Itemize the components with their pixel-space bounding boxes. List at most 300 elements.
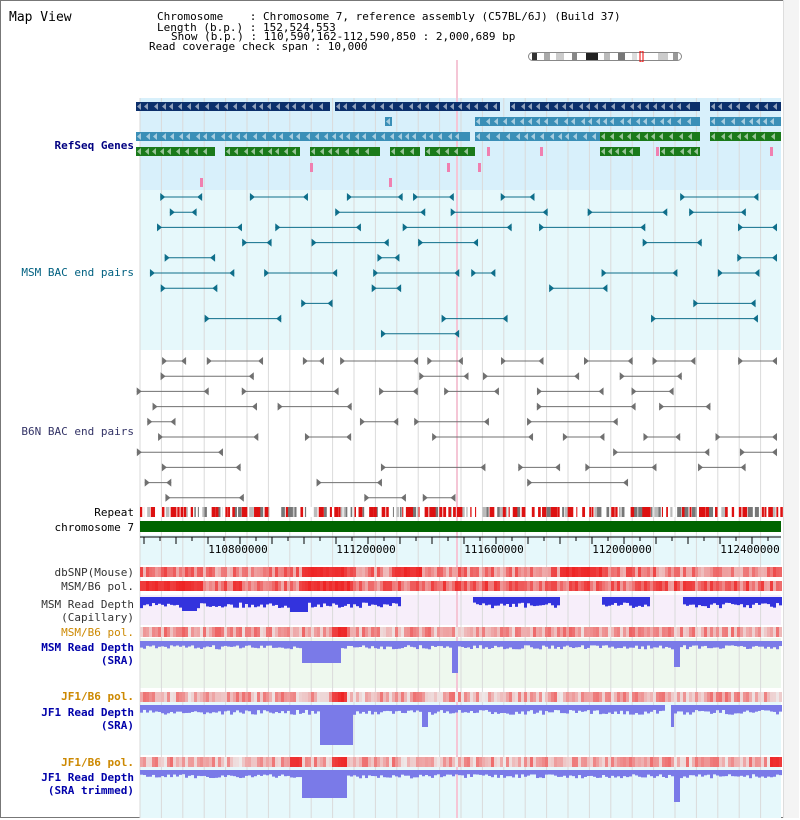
heatmap-cell	[779, 627, 782, 637]
heatmap-cell	[734, 567, 737, 577]
heatmap-cell	[467, 567, 470, 577]
heatmap-cell	[755, 627, 758, 637]
heatmap-cell	[380, 757, 383, 767]
depth-bar	[773, 641, 776, 647]
depth-bar	[410, 641, 413, 647]
heatmap-cell	[491, 567, 494, 577]
depth-bar	[659, 770, 662, 774]
heatmap-cell	[314, 567, 317, 577]
heatmap-cell	[626, 757, 629, 767]
depth-bar	[263, 641, 266, 648]
heatmap-cell	[221, 581, 224, 591]
depth-bar	[698, 705, 701, 711]
depth-bar	[722, 641, 725, 648]
heatmap-cell	[542, 581, 545, 591]
heatmap-cell	[716, 567, 719, 577]
depth-bar	[401, 641, 404, 648]
heatmap-cell	[755, 692, 758, 702]
heatmap-cell	[515, 692, 518, 702]
depth-bar	[617, 641, 620, 648]
heatmap-cell	[365, 692, 368, 702]
depth-bar	[149, 597, 152, 606]
heatmap-cell	[362, 567, 365, 577]
heatmap-cell	[593, 567, 596, 577]
depth-bar	[410, 770, 413, 778]
depth-bar	[398, 770, 401, 777]
depth-bar	[638, 597, 641, 606]
depth-bar	[554, 597, 557, 608]
depth-bar	[581, 770, 584, 778]
depth-bar	[677, 770, 680, 802]
depth-bar	[524, 597, 527, 608]
depth-bar	[629, 705, 632, 715]
depth-bar	[608, 770, 611, 778]
depth-bar	[275, 641, 278, 648]
depth-bar	[650, 770, 653, 776]
heatmap-cell	[692, 757, 695, 767]
heatmap-cell	[710, 627, 713, 637]
heatmap-cell	[734, 757, 737, 767]
heatmap-cell	[221, 692, 224, 702]
heatmap-cell	[203, 627, 206, 637]
heatmap-cell	[389, 627, 392, 637]
heatmap-cell	[650, 581, 653, 591]
depth-bar	[545, 641, 548, 647]
heatmap-cell	[305, 627, 308, 637]
heatmap-cell	[422, 692, 425, 702]
heatmap-cell	[434, 581, 437, 591]
heatmap-cell	[746, 692, 749, 702]
depth-bar	[554, 705, 557, 710]
heatmap-cell	[512, 581, 515, 591]
heatmap-cell	[464, 757, 467, 767]
depth-bar	[518, 597, 521, 603]
repeat-element	[536, 507, 538, 517]
depth-bar	[296, 597, 299, 612]
heatmap-cell	[215, 627, 218, 637]
depth-bar	[188, 597, 191, 611]
heatmap-cell	[140, 692, 143, 702]
depth-bar	[623, 770, 626, 776]
depth-bar	[581, 641, 584, 645]
heatmap-cell	[575, 757, 578, 767]
repeat-element	[509, 507, 510, 517]
depth-bar	[548, 770, 551, 774]
heatmap-cell	[500, 692, 503, 702]
heatmap-cell	[191, 567, 194, 577]
depth-bar	[635, 641, 638, 646]
heatmap-cell	[566, 692, 569, 702]
length-info: Length (b.p.) : 152,524,553	[157, 21, 336, 34]
depth-bar	[308, 641, 311, 663]
heatmap-cell	[260, 627, 263, 637]
depth-bar	[170, 705, 173, 712]
depth-bar	[473, 641, 476, 646]
heatmap-cell	[374, 567, 377, 577]
heatmap-cell	[731, 692, 734, 702]
heatmap-cell	[146, 567, 149, 577]
heatmap-cell	[689, 692, 692, 702]
heatmap-cell	[206, 627, 209, 637]
heatmap-cell	[302, 627, 305, 637]
repeat-element	[542, 507, 546, 517]
depth-bar	[290, 641, 293, 649]
heatmap-cell	[713, 627, 716, 637]
heatmap-cell	[632, 757, 635, 767]
depth-bar	[266, 705, 269, 711]
depth-bar	[611, 597, 614, 605]
heatmap-cell	[263, 627, 266, 637]
depth-bar	[164, 705, 167, 715]
heatmap-cell	[569, 692, 572, 702]
axis-tick-label: 110800000	[208, 543, 268, 556]
heatmap-cell	[299, 692, 302, 702]
heatmap-cell	[662, 581, 665, 591]
depth-bar	[365, 705, 368, 714]
heatmap-cell	[404, 757, 407, 767]
heatmap-cell	[479, 692, 482, 702]
heatmap-cell	[602, 581, 605, 591]
heatmap-cell	[446, 581, 449, 591]
depth-bar	[278, 770, 281, 776]
heatmap-cell	[638, 581, 641, 591]
depth-bar	[596, 641, 599, 646]
depth-bar	[494, 705, 497, 712]
heatmap-cell	[191, 692, 194, 702]
heatmap-cell	[347, 692, 350, 702]
repeat-element	[276, 507, 281, 517]
depth-bar	[224, 597, 227, 606]
depth-bar	[659, 641, 662, 646]
depth-bar	[707, 705, 710, 711]
heatmap-cell	[245, 567, 248, 577]
depth-bar	[770, 770, 773, 777]
heatmap-cell	[392, 581, 395, 591]
repeat-element	[181, 507, 184, 517]
heatmap-cell	[341, 581, 344, 591]
depth-bar	[689, 705, 692, 715]
repeat-element	[482, 507, 485, 517]
depth-bar	[431, 641, 434, 646]
depth-bar	[479, 770, 482, 775]
heatmap-cell	[470, 692, 473, 702]
depth-bar	[365, 597, 368, 603]
depth-bar	[740, 597, 743, 604]
heatmap-cell	[266, 692, 269, 702]
depth-bar	[488, 641, 491, 649]
heatmap-cell	[584, 627, 587, 637]
heatmap-cell	[614, 567, 617, 577]
depth-bar	[695, 770, 698, 776]
heatmap-cell	[599, 757, 602, 767]
depth-bar	[374, 597, 377, 605]
depth-bar	[368, 770, 371, 775]
heatmap-cell	[311, 567, 314, 577]
depth-bar	[338, 705, 341, 745]
depth-bar	[260, 705, 263, 713]
depth-bar	[272, 597, 275, 606]
repeat-element	[506, 507, 507, 517]
heatmap-cell	[413, 757, 416, 767]
heatmap-cell	[485, 567, 488, 577]
depth-bar	[326, 641, 329, 663]
depth-bar	[449, 770, 452, 775]
depth-bar	[194, 641, 197, 648]
depth-bar	[590, 641, 593, 645]
depth-bar	[635, 770, 638, 775]
heatmap-cell	[182, 627, 185, 637]
refseq-gene	[475, 132, 600, 141]
depth-bar	[269, 770, 272, 774]
heatmap-cell	[686, 627, 689, 637]
depth-bar	[296, 641, 299, 648]
depth-bar	[179, 705, 182, 712]
heatmap-cell	[272, 757, 275, 767]
depth-bar	[776, 705, 779, 714]
depth-bar	[332, 641, 335, 663]
heatmap-cell	[761, 692, 764, 702]
depth-bar	[341, 641, 344, 648]
heatmap-cell	[425, 627, 428, 637]
depth-bar	[521, 770, 524, 774]
heatmap-cell	[470, 627, 473, 637]
heatmap-cell	[353, 627, 356, 637]
depth-bar	[164, 770, 167, 777]
heatmap-cell	[305, 581, 308, 591]
repeat-element	[351, 507, 353, 517]
depth-bar	[383, 705, 386, 711]
heatmap-cell	[266, 757, 269, 767]
heatmap-cell	[608, 757, 611, 767]
heatmap-cell	[212, 757, 215, 767]
heatmap-cell	[161, 692, 164, 702]
depth-bar	[734, 705, 737, 713]
depth-bar	[776, 641, 779, 649]
depth-bar	[329, 641, 332, 663]
heatmap-cell	[443, 627, 446, 637]
heatmap-cell	[482, 627, 485, 637]
depth-bar	[551, 770, 554, 775]
heatmap-cell	[389, 692, 392, 702]
depth-bar	[239, 705, 242, 712]
heatmap-cell	[299, 627, 302, 637]
heatmap-cell	[623, 627, 626, 637]
depth-bar	[740, 641, 743, 646]
depth-bar	[359, 770, 362, 778]
heatmap-cell	[668, 692, 671, 702]
heatmap-cell	[611, 692, 614, 702]
heatmap-cell	[758, 757, 761, 767]
heatmap-cell	[683, 567, 686, 577]
heatmap-cell	[596, 581, 599, 591]
heatmap-cell	[260, 581, 263, 591]
heatmap-cell	[677, 567, 680, 577]
depth-bar	[377, 597, 380, 606]
depth-bar	[767, 641, 770, 647]
heatmap-cell	[386, 627, 389, 637]
depth-bar	[179, 641, 182, 647]
depth-bar	[266, 641, 269, 646]
heatmap-cell	[587, 581, 590, 591]
depth-bar	[515, 641, 518, 649]
heatmap-cell	[278, 627, 281, 637]
depth-bar	[764, 597, 767, 603]
heatmap-cell	[233, 581, 236, 591]
depth-bar	[323, 770, 326, 798]
heatmap-cell	[701, 757, 704, 767]
heatmap-cell	[158, 757, 161, 767]
repeat-element	[436, 507, 438, 517]
heatmap-cell	[539, 627, 542, 637]
heatmap-cell	[425, 692, 428, 702]
heatmap-cell	[617, 627, 620, 637]
heatmap-cell	[359, 692, 362, 702]
heatmap-cell	[470, 567, 473, 577]
depth-bar	[542, 641, 545, 646]
heatmap-cell	[230, 692, 233, 702]
depth-bar	[356, 770, 359, 777]
heatmap-cell	[746, 627, 749, 637]
heatmap-cell	[248, 567, 251, 577]
heatmap-cell	[770, 627, 773, 637]
chromosome-bar	[140, 521, 781, 532]
depth-bar	[308, 770, 311, 798]
depth-bar	[689, 770, 692, 775]
depth-bar	[194, 705, 197, 711]
heatmap-cell	[146, 757, 149, 767]
heatmap-cell	[728, 627, 731, 637]
heatmap-cell	[164, 581, 167, 591]
depth-bar	[767, 770, 770, 777]
depth-bar	[188, 770, 191, 776]
heatmap-cell	[668, 757, 671, 767]
depth-bar	[266, 597, 269, 604]
depth-bar	[230, 641, 233, 647]
depth-bar	[182, 641, 185, 646]
heatmap-cell	[770, 581, 773, 591]
depth-bar	[329, 597, 332, 606]
heatmap-cell	[668, 567, 671, 577]
heatmap-cell	[206, 757, 209, 767]
depth-bar	[740, 705, 743, 714]
heatmap-cell	[188, 692, 191, 702]
depth-bar	[362, 770, 365, 775]
heatmap-cell	[374, 692, 377, 702]
repeat-track[interactable]	[140, 507, 783, 517]
heatmap-cell	[164, 627, 167, 637]
repeat-element	[773, 507, 776, 517]
depth-bar	[326, 705, 329, 745]
heatmap-cell	[629, 581, 632, 591]
heatmap-cell	[341, 567, 344, 577]
depth-bar	[437, 770, 440, 774]
heatmap-cell	[509, 627, 512, 637]
depth-bar	[683, 597, 686, 604]
heatmap-cell	[716, 757, 719, 767]
heatmap-cell	[149, 627, 152, 637]
heatmap-cell	[380, 692, 383, 702]
depth-bar	[371, 770, 374, 776]
heatmap-cell	[626, 692, 629, 702]
depth-bar	[257, 597, 260, 606]
depth-bar	[167, 597, 170, 604]
depth-bar	[701, 770, 704, 777]
heatmap-cell	[530, 627, 533, 637]
heatmap-cell	[173, 692, 176, 702]
heatmap-cell	[239, 627, 242, 637]
heatmap-cell	[623, 692, 626, 702]
depth-bar	[461, 641, 464, 647]
heatmap-cell	[764, 567, 767, 577]
heatmap-cell	[476, 757, 479, 767]
repeat-element	[750, 507, 753, 517]
depth-bar	[449, 705, 452, 714]
depth-bar	[659, 705, 662, 711]
depth-bar	[167, 705, 170, 713]
heatmap-cell	[527, 567, 530, 577]
heatmap-cell	[695, 692, 698, 702]
depth-bar	[578, 705, 581, 711]
heatmap-cell	[527, 757, 530, 767]
depth-bar	[344, 705, 347, 745]
heatmap-cell	[446, 567, 449, 577]
repeat-element	[288, 507, 292, 517]
depth-bar	[746, 641, 749, 649]
heatmap-cell	[758, 627, 761, 637]
heatmap-cell	[473, 627, 476, 637]
depth-bar	[614, 597, 617, 603]
heatmap-cell	[389, 581, 392, 591]
repeat-element	[386, 507, 389, 517]
depth-bar	[731, 597, 734, 604]
heatmap-cell	[176, 567, 179, 577]
heatmap-cell	[482, 581, 485, 591]
heatmap-cell	[410, 627, 413, 637]
depth-bar	[458, 770, 461, 775]
heatmap-cell	[272, 581, 275, 591]
heatmap-cell	[674, 692, 677, 702]
heatmap-cell	[506, 757, 509, 767]
depth-bar	[311, 705, 314, 711]
heatmap-cell	[347, 567, 350, 577]
depth-bar	[251, 641, 254, 648]
heatmap-cell	[215, 757, 218, 767]
depth-bar	[317, 641, 320, 663]
heatmap-cell	[329, 567, 332, 577]
heatmap-cell	[539, 567, 542, 577]
repeat-element	[300, 507, 303, 517]
heatmap-cell	[509, 692, 512, 702]
depth-bar	[242, 770, 245, 778]
heatmap-cell	[224, 581, 227, 591]
depth-bar	[365, 641, 368, 647]
repeat-element	[228, 507, 230, 517]
heatmap-cell	[635, 567, 638, 577]
repeat-element	[768, 507, 773, 517]
depth-bar	[755, 705, 758, 712]
heatmap-cell	[722, 757, 725, 767]
depth-bar	[650, 705, 653, 712]
depth-bar	[515, 705, 518, 712]
heatmap-cell	[659, 567, 662, 577]
vertical-scrollbar[interactable]	[783, 0, 799, 818]
show-range-info: Show (b.p.) : 110,590,162-112,590,850 : 2,000,689 bp	[171, 30, 516, 43]
heatmap-cell	[200, 627, 203, 637]
heatmap-cell	[299, 757, 302, 767]
depth-bar	[605, 770, 608, 777]
heatmap-cell	[443, 581, 446, 591]
depth-bar	[629, 641, 632, 648]
